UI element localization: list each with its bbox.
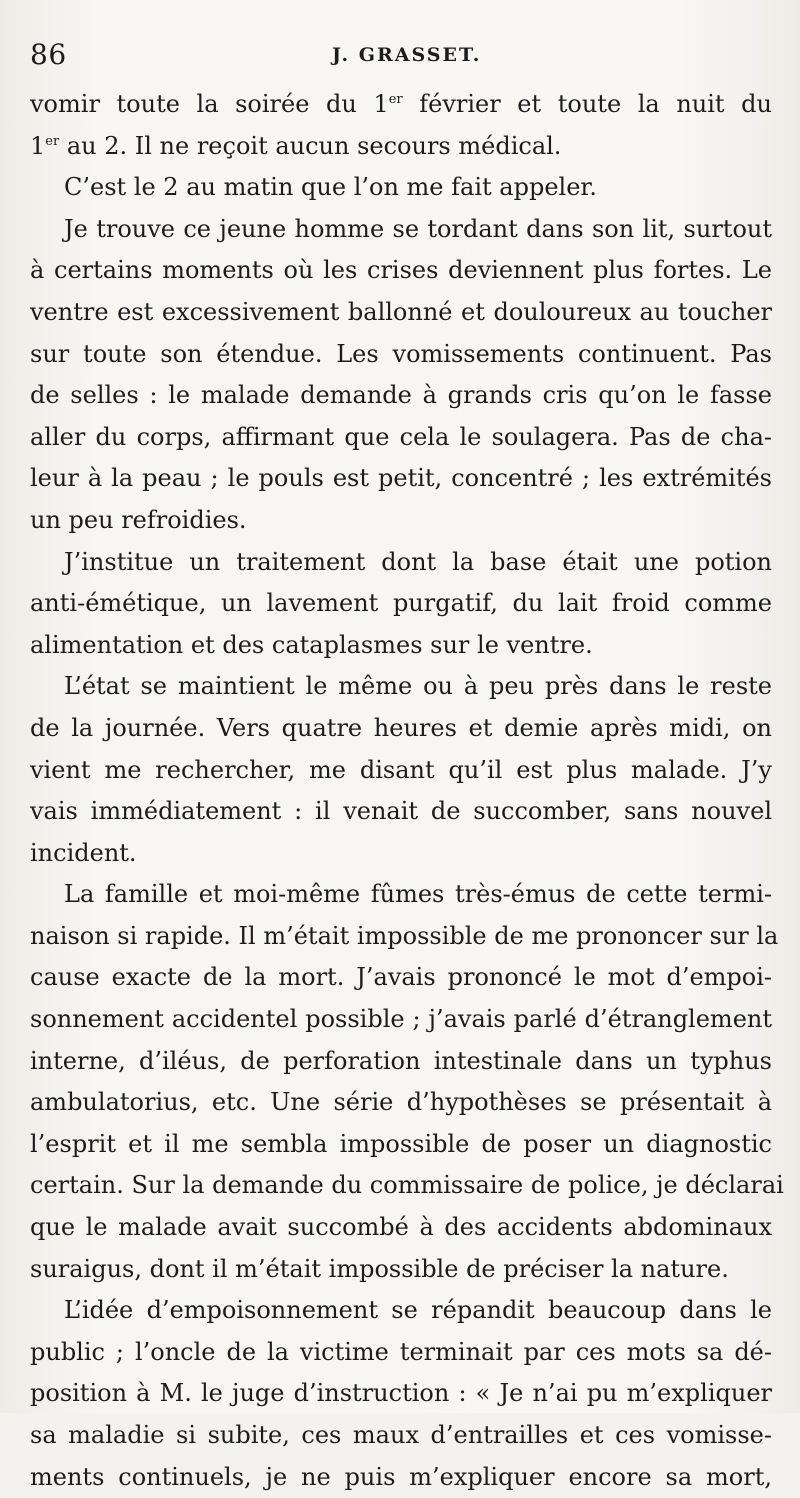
text-line: sonnement accidentel possible ; j’avais parlé d’étranglement [30,1005,772,1034]
text-line: certain. Sur la demande du commissaire de police, je déclarai [30,1171,784,1200]
text-line: à certains moments où les crises deviennent plus fortes. Le [30,256,772,285]
page-header [0,38,800,78]
text-line: ments continuels, je ne puis m’expliquer encore sa mort, [30,1462,772,1491]
text-line: alimentation et des cataplasmes sur le ventre. [30,630,593,659]
text-line: 1er au 2. Il ne reçoit aucun secours médical. [30,131,562,160]
text-line: que le malade avait succombé à des accidents abdominaux [30,1213,772,1242]
text-line: vient me rechercher, me disant qu’il est plus malade. J’y [30,755,772,784]
text-line: l’esprit et il me sembla impossible de poser un diagnostic [30,1129,772,1158]
text-line: J’institue un traitement dont la base était une potion [64,547,772,576]
text-line: naison si rapide. Il m’était impossible de me prononcer sur la [30,921,779,950]
text-line: public ; l’oncle de la victime terminait par ces mots sa dé- [30,1337,772,1366]
text-line: de selles : le malade demande à grands cris qu’on le fasse [30,381,772,410]
text-line: vomir toute la soirée du 1er février et toute la nuit du [30,90,772,118]
text-line: position à M. le juge d’instruction : « Je n’ai pu m’expliquer [30,1379,772,1408]
text-line: incident. [30,838,137,867]
page-number: 86 [30,38,67,71]
text-line: interne, d’iléus, de perforation intestinale dans un typhus [30,1046,772,1075]
text-line: sa maladie si subite, ces maux d’entrailles et ces vomisse- [30,1421,772,1449]
text-line: Je trouve ce jeune homme se tordant dans son lit, surtout [64,214,772,243]
text-line: ambulatorius, etc. Une série d’hypothèses se présentait à [30,1088,772,1117]
body-text [30,84,784,1498]
text-line: La famille et moi-même fûmes très-émus de cette termi- [64,880,772,909]
text-line: de la journée. Vers quatre heures et demie après midi, on [30,713,772,742]
text-line: cause exacte de la mort. J’avais prononcé le mot d’empoi- [30,963,772,992]
text-line: vais immédiatement : il venait de succomber, sans nouvel [30,797,772,826]
text-line: leur à la peau ; le pouls est petit, concentré ; les extrémités [30,464,772,493]
text-line: L’idée d’empoisonnement se répandit beaucoup dans le [64,1296,772,1325]
text-line: aller du corps, affirmant que cela le soulagera. Pas de cha- [30,422,772,451]
text-line: suraigus, dont il m’était impossible de préciser la nature. [30,1254,729,1283]
text-line: un peu refroidies. [30,505,247,534]
text-line: C’est le 2 au matin que l’on me fait appeler. [64,173,597,202]
text-line: ventre est excessivement ballonné et douloureux au toucher [30,297,772,326]
text-line: L’état se maintient le même ou à peu près dans le reste [64,672,772,701]
running-head: J. GRASSET. [332,44,482,66]
text-line: sur toute son étendue. Les vomissements continuent. Pas [30,339,772,368]
text-line: anti-émétique, un lavement purgatif, du lait froid comme [30,589,772,618]
